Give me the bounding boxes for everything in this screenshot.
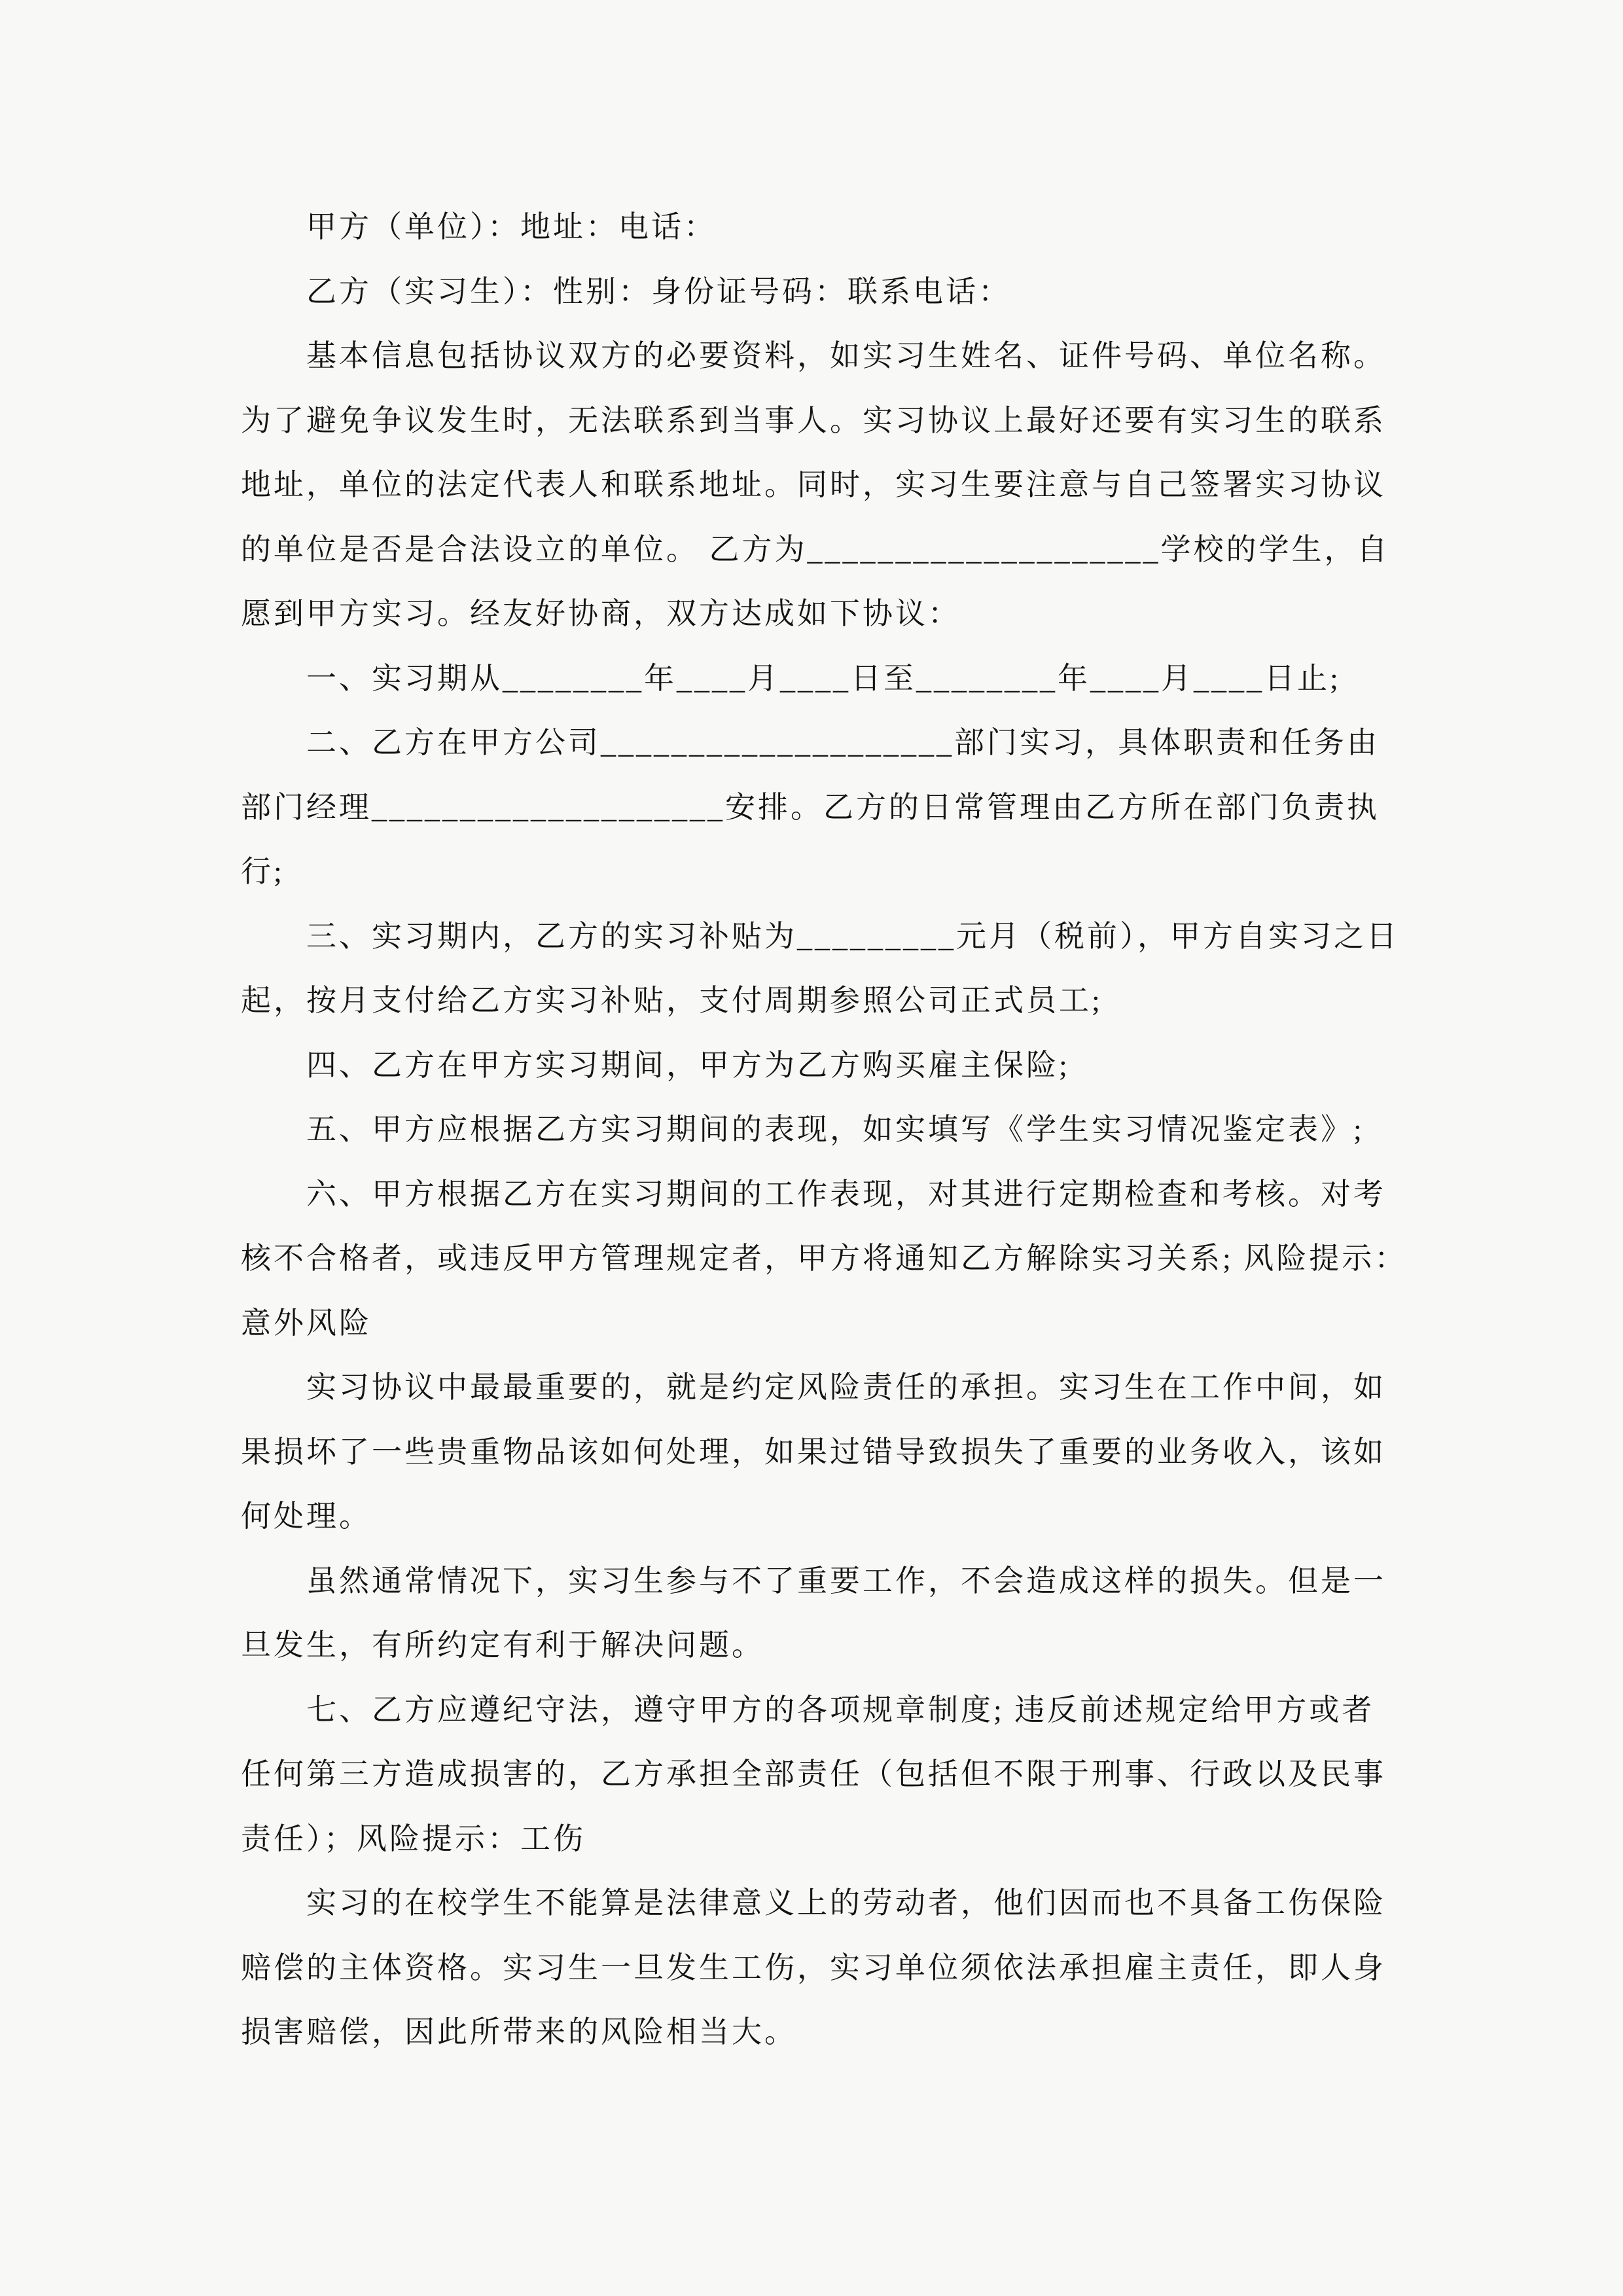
document-line: 基本信息包括协议双方的必要资料，如实习生姓名、证件号码、单位名称。 [306, 339, 1386, 372]
document-line: 五、甲方应根据乙方实习期间的表现，如实填写《学生实习情况鉴定表》; [306, 1113, 1364, 1146]
document-line: 起，按月支付给乙方实习补贴，支付周期参照公司正式员工; [241, 984, 1103, 1017]
document-line: 责任）；风险提示：工伤 [241, 1821, 586, 1856]
document-line: 乙方（实习生）：性别：身份证号码：联系电话： [306, 274, 1011, 308]
document-line: 实习的在校学生不能算是法律意义上的劳动者，他们因而也不具备工伤保险 [306, 1886, 1386, 1920]
document-text-block [241, 195, 1412, 2065]
document-line: 行; [241, 855, 285, 888]
document-line: 地址，单位的法定代表人和联系地址。同时，实习生要注意与自己签署实习协议 [241, 468, 1386, 501]
document-line-with-blank: 的单位是否是合法设立的单位。 乙方为____________________学校的学生，自 [241, 532, 1390, 566]
document-line: 任何第三方造成损害的，乙方承担全部责任（包括但不限于刑事、行政以及民事 [241, 1757, 1386, 1791]
document-line-with-blank: 三、实习期内，乙方的实习补贴为_________元月（税前），甲方自实习之日 [306, 919, 1399, 953]
document-line: 愿到甲方实习。经友好协商，双方达成如下协议： [241, 597, 961, 630]
document-line: 果损坏了一些贵重物品该如何处理，如果过错导致损失了重要的业务收入，该如 [241, 1435, 1386, 1469]
document-line: 旦发生，有所约定有利于解决问题。 [241, 1628, 764, 1662]
document-line: 实习协议中最最重要的，就是约定风险责任的承担。实习生在工作中间，如 [306, 1371, 1386, 1404]
document-line: 损害赔偿，因此所带来的风险相当大。 [241, 2015, 797, 2049]
document-line: 何处理。 [241, 1499, 372, 1533]
document-line: 赔偿的主体资格。实习生一旦发生工伤，实习单位须依法承担雇主责任，即人身 [241, 1950, 1386, 1984]
document-line: 四、乙方在甲方实习期间，甲方为乙方购买雇主保险; [306, 1048, 1070, 1082]
document-line: 为了避免争议发生时，无法联系到当事人。实习协议上最好还要有实习生的联系 [241, 403, 1386, 437]
document-line-with-blank: 部门经理____________________安排。乙方的日常管理由乙方所在部门负责执 [241, 790, 1380, 824]
document-line: 意外风险 [241, 1306, 372, 1340]
document-line: 核不合格者，或违反甲方管理规定者，甲方将通知乙方解除实习关系; 风险提示： [241, 1242, 1408, 1275]
document-line: 甲方（单位）：地址：电话： [306, 210, 717, 243]
document-line: 虽然通常情况下，实习生参与不了重要工作，不会造成这样的损失。但是一 [306, 1564, 1386, 1598]
document-line-with-blank: 二、乙方在甲方公司____________________部门实习，具体职责和任务由 [306, 726, 1380, 759]
document-line: 七、乙方应遵纪守法，遵守甲方的各项规章制度; 违反前述规定给甲方或者 [306, 1693, 1375, 1727]
document-line: 六、甲方根据乙方在实习期间的工作表现，对其进行定期检查和考核。对考 [306, 1177, 1386, 1211]
document-line-with-blank: 一、实习期从________年____月____日至________年____月____日止; [306, 661, 1341, 695]
